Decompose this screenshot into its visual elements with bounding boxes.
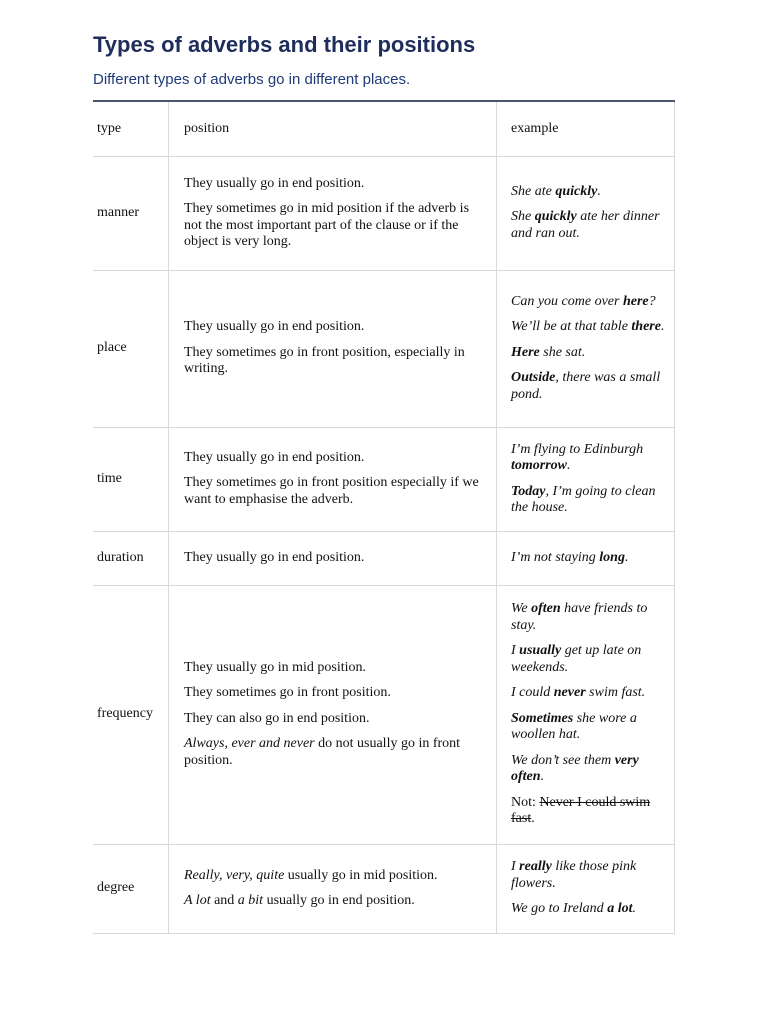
example-sentence: We don’t see them very often. bbox=[511, 752, 639, 785]
position-text: They usually go in end position. bbox=[184, 449, 365, 465]
example-sentence: Here she sat. bbox=[511, 344, 586, 360]
position-text: They usually go in end position. bbox=[184, 549, 365, 565]
example-sentence: I’m flying to Edinburgh tomorrow. bbox=[511, 441, 644, 473]
adverbs-table bbox=[93, 102, 675, 934]
page bbox=[93, 30, 675, 934]
position-text: They usually go in end position. bbox=[184, 319, 365, 335]
row-type: manner bbox=[93, 156, 169, 270]
position-text: They sometimes go in front position, especially in writing. bbox=[184, 344, 465, 377]
header-example: example bbox=[497, 102, 675, 156]
example-sentence: We go to Ireland a lot. bbox=[511, 901, 636, 917]
example-sentence: Today, I’m going to clean the house. bbox=[511, 483, 656, 515]
row-position bbox=[169, 156, 497, 270]
example-sentence: Sometimes she wore a woollen hat. bbox=[511, 710, 637, 743]
example-sentence: I could never swim fast. bbox=[511, 685, 646, 701]
position-text: Really, very, quite usually go in mid position. bbox=[184, 867, 438, 883]
row-type: place bbox=[93, 270, 169, 427]
example-sentence: We often have friends to stay. bbox=[511, 601, 648, 633]
table-row bbox=[93, 156, 675, 270]
incorrect-example: Not: Never I could swim fast. bbox=[511, 794, 651, 827]
position-text: They can also go in end position. bbox=[184, 710, 370, 726]
row-examples bbox=[497, 156, 675, 270]
row-position bbox=[169, 585, 497, 844]
row-examples bbox=[497, 427, 675, 531]
position-text: They sometimes go in mid position if the adverb is not the most important part of the clause or if the object is very long. bbox=[184, 201, 470, 249]
row-type: time bbox=[93, 427, 169, 531]
example-sentence: We’ll be at that table there. bbox=[511, 319, 665, 335]
row-position bbox=[169, 844, 497, 933]
row-type: frequency bbox=[93, 585, 169, 844]
example-sentence: Outside, there was a small pond. bbox=[511, 370, 661, 402]
page-title: Types of adverbs and their positions bbox=[93, 32, 476, 57]
table-row bbox=[93, 270, 675, 427]
row-examples bbox=[497, 270, 675, 427]
row-position bbox=[169, 531, 497, 585]
position-text: They sometimes go in front position. bbox=[184, 685, 391, 701]
example-sentence: I usually get up late on weekends. bbox=[511, 643, 642, 675]
row-examples bbox=[497, 844, 675, 933]
row-position bbox=[169, 270, 497, 427]
example-sentence: I really like those pink flowers. bbox=[511, 859, 637, 891]
header-position: position bbox=[169, 102, 497, 156]
page-subtitle: Different types of adverbs go in different places. bbox=[93, 71, 411, 88]
row-type: duration bbox=[93, 531, 169, 585]
table-row bbox=[93, 585, 675, 844]
position-text: They usually go in end position. bbox=[184, 175, 365, 191]
example-sentence: Can you come over here? bbox=[511, 293, 656, 309]
position-text: They usually go in mid position. bbox=[184, 659, 366, 675]
table-row bbox=[93, 844, 675, 933]
example-sentence: She quickly ate her dinner and ran out. bbox=[511, 209, 660, 241]
row-examples bbox=[497, 585, 675, 844]
row-examples bbox=[497, 531, 675, 585]
row-type: degree bbox=[93, 844, 169, 933]
table-row bbox=[93, 531, 675, 585]
position-text: They sometimes go in front position especially if we want to emphasise the adverb. bbox=[184, 475, 479, 507]
table-header-row bbox=[93, 102, 675, 156]
position-note: Always, ever and never do not usually go in front position. bbox=[184, 736, 461, 768]
row-position bbox=[169, 427, 497, 531]
table-row bbox=[93, 427, 675, 531]
example-sentence: I’m not staying long. bbox=[511, 549, 629, 565]
struck-sentence: Never I could swim fast bbox=[511, 794, 651, 827]
position-text: A lot and a bit usually go in end position. bbox=[184, 893, 415, 908]
header-type: type bbox=[93, 102, 169, 156]
example-sentence: She ate quickly. bbox=[511, 183, 601, 199]
